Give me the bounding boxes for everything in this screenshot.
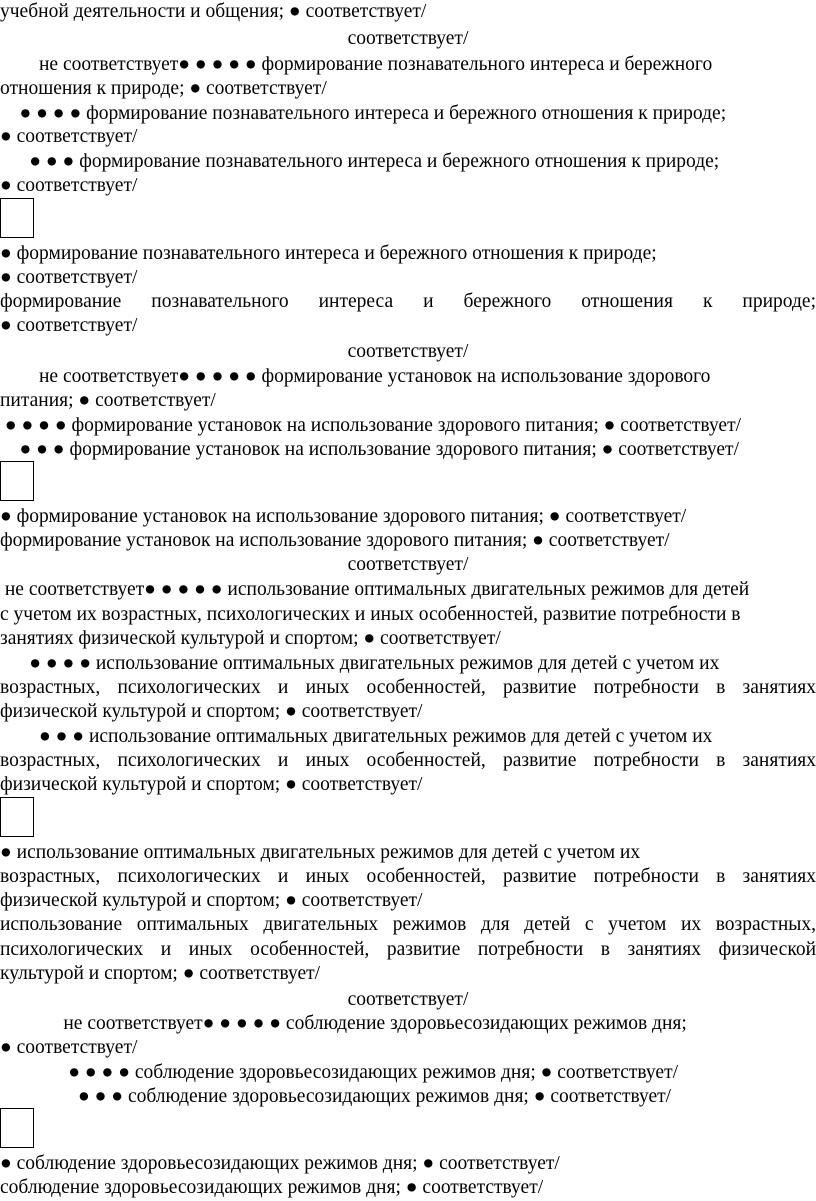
- text-line: занятиях физической культурой и спортом; ● соответствует/: [0, 628, 501, 649]
- text-line: ● ● ● ● формирование установок на использование здорового питания; ● соответствует/: [0, 415, 742, 436]
- text-line: не соответствует● ● ● ● ● формирование установок на использование здорового: [0, 366, 711, 387]
- text-line: ● использование оптимальных двигательных режимов для детей с учетом их: [0, 842, 641, 863]
- text-line: соответствует/: [347, 28, 469, 49]
- text-line: соответствует/: [347, 341, 469, 362]
- text-line: соответствует/: [347, 554, 469, 575]
- text-line: психологических и иных особенностей, развитие потребности в занятиях физической: [0, 939, 816, 960]
- text-line: формирование установок на использование здорового питания; ● соответствует/: [0, 530, 670, 551]
- text-line: ● соответствует/: [0, 267, 138, 288]
- text-line: ● формирование познавательного интереса и бережного отношения к природе;: [0, 243, 657, 264]
- text-line: с учетом их возрастных, психологических и иных особенностей, развитие потребности в: [0, 604, 741, 625]
- text-line: физической культурой и спортом; ● соответствует/: [0, 774, 423, 795]
- text-line: возрастных, психологических и иных особенностей, развитие потребности в занятиях: [0, 677, 816, 698]
- text-line: возрастных, психологических и иных особенностей, развитие потребности в занятиях: [0, 866, 816, 887]
- text-line: ● ● ● ● соблюдение здоровьесозидающих режимов дня; ● соответствует/: [0, 1062, 679, 1083]
- empty-checkbox[interactable]: [0, 198, 34, 238]
- text-line: использование оптимальных двигательных режимов для детей с учетом их возрастных,: [0, 914, 816, 935]
- text-line: не соответствует● ● ● ● ● использование оптимальных двигательных режимов для детей: [0, 579, 750, 600]
- text-line: физической культурой и спортом; ● соответствует/: [0, 701, 423, 722]
- text-line: соответствует/: [347, 989, 469, 1010]
- text-line: ● ● ● формирование установок на использование здорового питания; ● соответствует/: [0, 439, 740, 460]
- text-line: учебной деятельности и общения; ● соответствует/: [0, 1, 427, 22]
- text-line: ● соблюдение здоровьесозидающих режимов дня; ● соответствует/: [0, 1153, 560, 1174]
- text-line: возрастных, психологических и иных особенностей, развитие потребности в занятиях: [0, 750, 816, 771]
- text-line: формирование познавательного интереса и бережного отношения к природе;: [0, 291, 816, 312]
- text-line: физической культурой и спортом; ● соответствует/: [0, 890, 423, 911]
- empty-checkbox[interactable]: [0, 797, 34, 837]
- text-line: ● ● ● формирование познавательного интереса и бережного отношения к природе;: [0, 151, 720, 172]
- text-line: отношения к природе; ● соответствует/: [0, 78, 327, 99]
- text-line: ● формирование установок на использование здорового питания; ● соответствует/: [0, 506, 687, 527]
- text-line: ● соответствует/: [0, 126, 138, 147]
- text-line: питания; ● соответствует/: [0, 390, 216, 411]
- text-line: не соответствует● ● ● ● ● соблюдение здоровьесозидающих режимов дня;: [0, 1013, 687, 1034]
- text-line: ● соответствует/: [0, 1037, 138, 1058]
- text-line: не соответствует● ● ● ● ● формирование познавательного интереса и бережного: [0, 54, 713, 75]
- empty-checkbox[interactable]: [0, 1108, 34, 1148]
- text-line: ● ● ● соблюдение здоровьесозидающих режимов дня; ● соответствует/: [0, 1086, 672, 1107]
- text-line: ● ● ● использование оптимальных двигательных режимов для детей с учетом их: [0, 726, 713, 747]
- text-line: ● соответствует/: [0, 315, 138, 336]
- empty-checkbox[interactable]: [0, 461, 34, 501]
- text-line: ● соответствует/: [0, 175, 138, 196]
- text-line: ● ● ● ● использование оптимальных двигательных режимов для детей с учетом их: [0, 653, 720, 674]
- text-line: ● ● ● ● формирование познавательного интереса и бережного отношения к природе;: [0, 103, 727, 124]
- text-line: культурой и спортом; ● соответствует/: [0, 963, 321, 984]
- text-line: соблюдение здоровьесозидающих режимов дня; ● соответствует/: [0, 1177, 544, 1198]
